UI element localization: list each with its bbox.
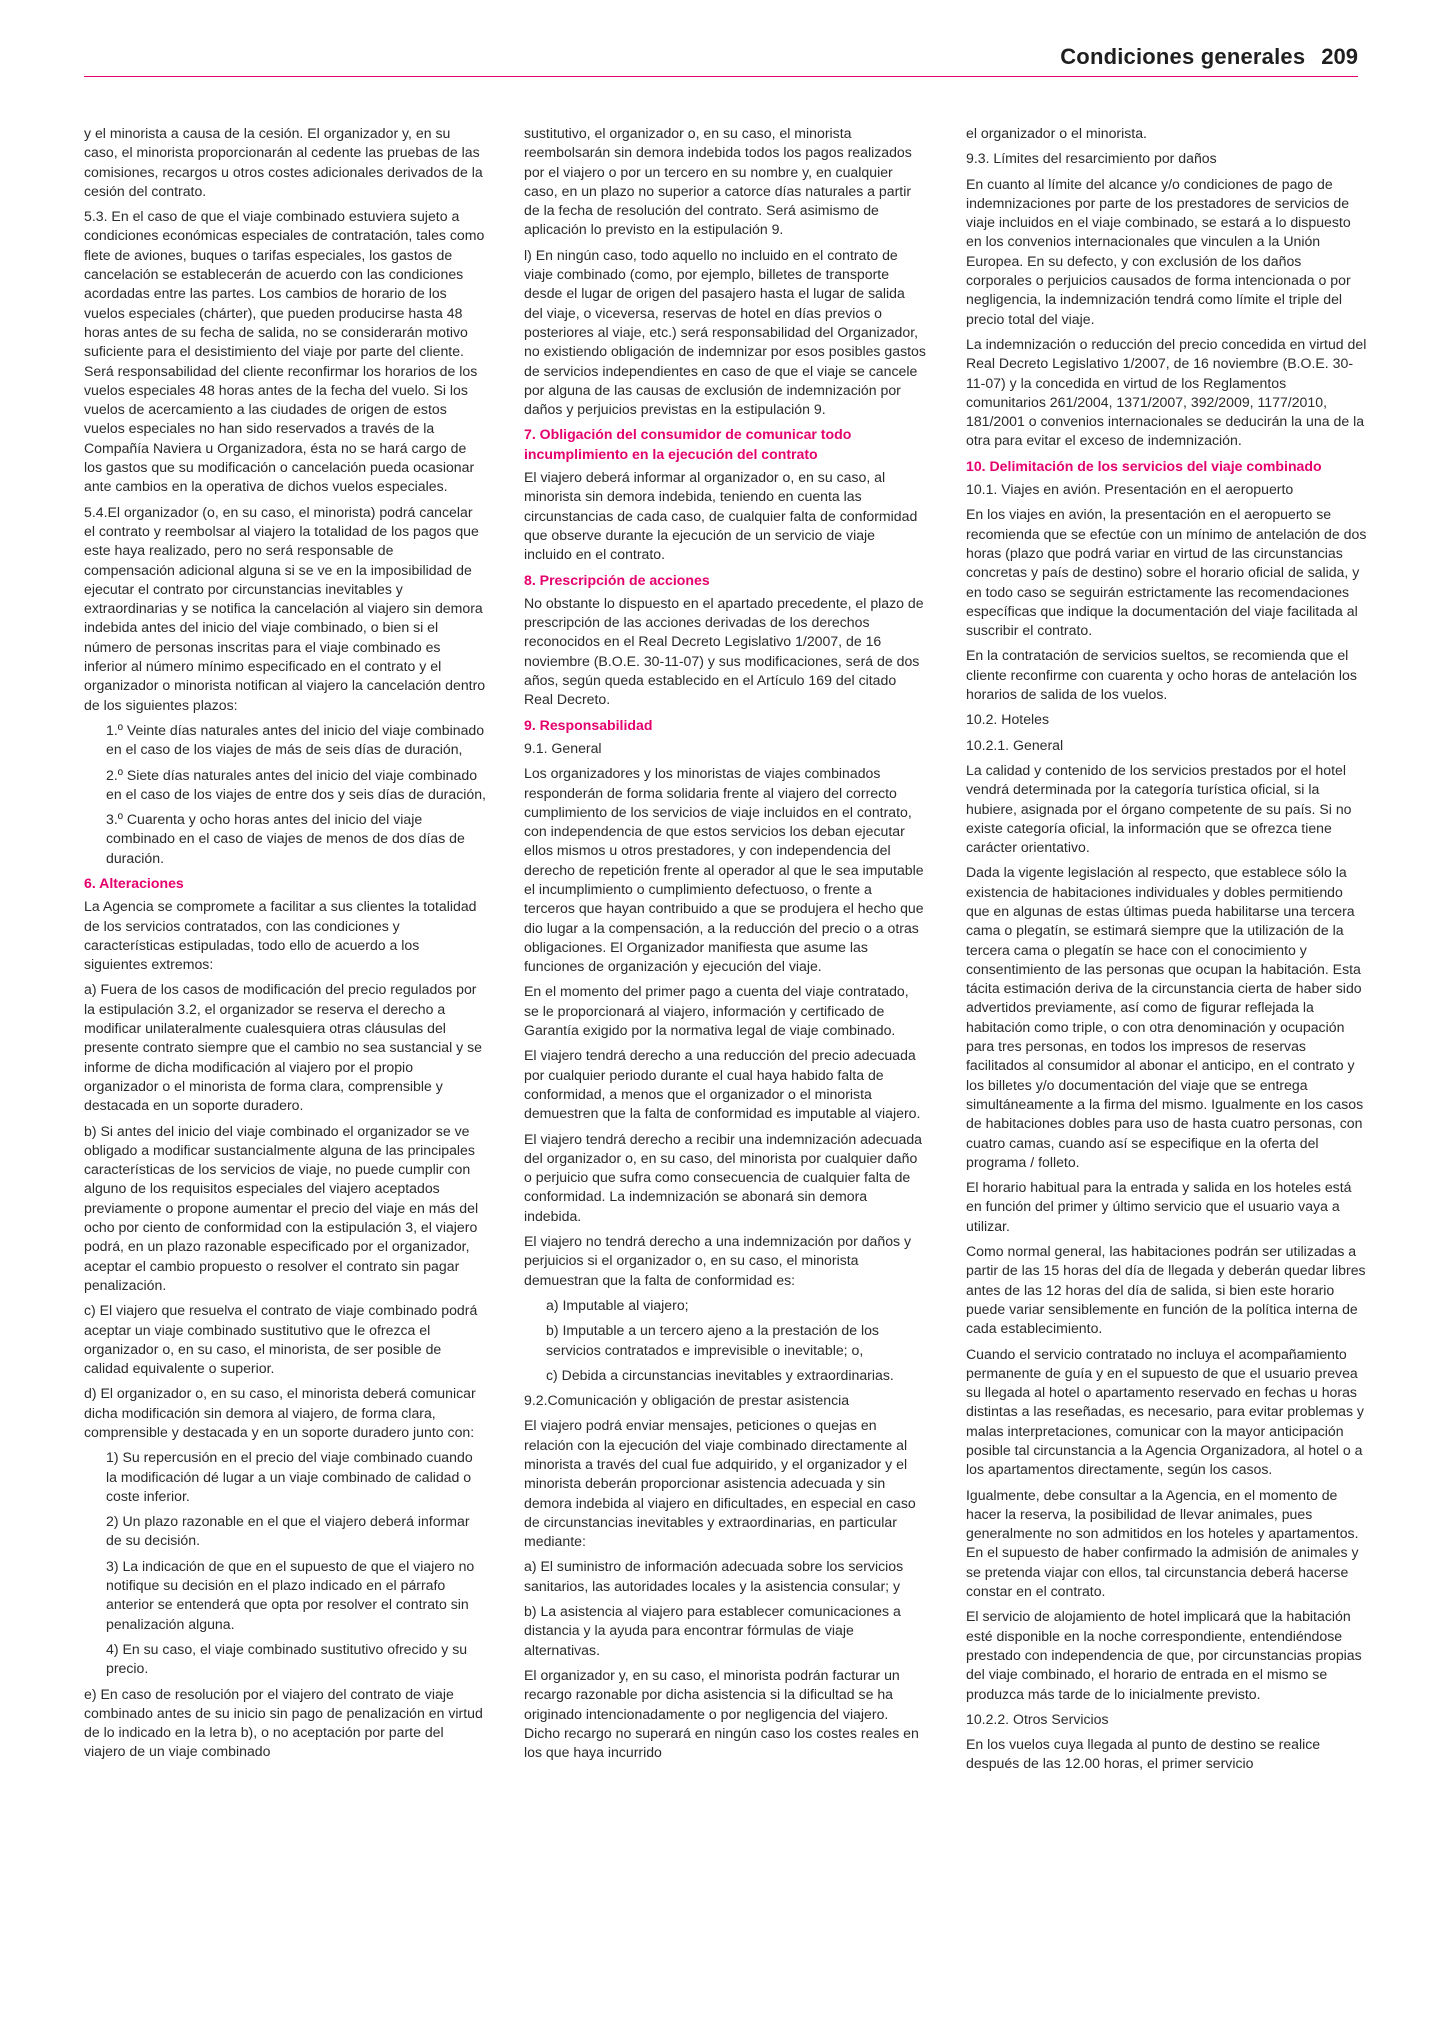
paragraph: El organizador y, en su caso, el minorista podrán facturar un recargo razonable por dicha asistencia si la dificultad se ha originado intencionadamente o por negligencia del viajero. Dicho recargo no superará en ningún caso los costes reales en los que haya incurrido	[524, 1666, 919, 1761]
paragraph: y el minorista a causa de la cesión. El organizador y, en su caso, el minorista proporcionarán al cedente las pruebas de las comisiones, recargos u otros costes adicionales derivados de la cesión del contrato.	[84, 125, 483, 199]
list-item: 1.º Veinte días naturales antes del inicio del viaje combinado en el caso de los viajes de más de seis días de duración,	[106, 721, 485, 758]
list-item: c) Debida a circunstancias inevitables y extraordinarias.	[546, 1366, 894, 1383]
paragraph: El viajero no tendrá derecho a una indemnización por daños y perjuicios si el organizador o, en su caso, el minorista demuestran que la falta de conformidad es:	[524, 1233, 912, 1288]
paragraph: El servicio de alojamiento de hotel implicará que la habitación esté disponible en la noche correspondiente, entendiéndose prestado con independencia de que, por circunstancias propias del viaje combinado, el horario de entrada en el mismo se produzca más tarde de lo inicialmente previsto.	[966, 1608, 1362, 1702]
paragraph: el organizador o el minorista.	[966, 125, 1147, 141]
paragraph: En la contratación de servicios sueltos, se recomienda que el cliente reconfirme con cuarenta y ocho horas de antelación los horarios de salida de los vuelos.	[966, 647, 1357, 703]
paragraph: a) Fuera de los casos de modificación del precio regulados por la estipulación 3.2, el organizador se reserva el derecho a modificar unilateralmente cualesquiera otras cláusulas del presente contrato siempre que el cambio no sea sustancial y se informe de dicha modificación al viajero por el propio organizador o el minorista de forma clara, comprensible y destacada en un soporte duradero.	[84, 981, 482, 1114]
paragraph: e) En caso de resolución por el viajero del contrato de viaje combinado antes de su inicio sin pago de penalización en virtud de lo indicado en la letra b), o no aceptación por parte del viajero de un viaje combinado	[84, 1685, 483, 1760]
paragraph: 10.1. Viajes en avión. Presentación en el aeropuerto	[966, 481, 1294, 498]
list-item: 3) La indicación de que en el supuesto de que el viajero no notifique su decisión en el plazo indicado en el párrafo anterior se entenderá que opta por resolver el contrato sin penalización alguna.	[106, 1557, 475, 1632]
paragraph: c) El viajero que resuelva el contrato de viaje combinado podrá aceptar un viaje combinado sustitutivo que le ofrezca el organizador o, en su caso, el minorista, de ser posible de calidad equivalente o superior.	[84, 1302, 478, 1377]
paragraph: Igualmente, debe consultar a la Agencia, en el momento de hacer la reserva, la posibilidad de llevar animales, pues generalmente no son admitidos en los hoteles y apartamentos. En el supuesto de haber confirmado la admisión de animales y se pretenda viajar con ellos, tal circunstancia deberá hacerse constar en el contrato.	[966, 1486, 1359, 1600]
paragraph: En cuanto al límite del alcance y/o condiciones de pago de indemnizaciones por parte de los prestadores de servicios de viaje incluidos en el viaje combinado, se estará a lo dispuesto en los convenios internacionales que vinculen a la Unión Europea. En su defecto, y con exclusión de los daños corporales o perjuicios causados de forma intencionada o por negligencia, la indemnización tendrá como límite el triple del precio total del viaje.	[966, 175, 1351, 327]
paragraph: 9.2.Comunicación y obligación de prestar asistencia	[524, 1392, 850, 1409]
paragraph: b) Si antes del inicio del viaje combinado el organizador se ve obligado a modificar sustancialmente alguna de las principales características de los servicios de viaje, no puede cumplir con alguno de los requisitos especiales del viajero aceptados previamente o propone aumentar el precio del viaje en más del ocho por ciento de conformidad con la estipulación 3, el viajero podrá, en un plazo razonable especificado por el organizador, aceptar el cambio propuesto o resolver el contrato sin pagar penalización.	[84, 1122, 479, 1293]
paragraph: l) En ningún caso, todo aquello no incluido en el contrato de viaje combinado (como, por ejemplo, billetes de transporte desde el lugar de origen del pasajero hasta el lugar de salida del viaje, o viceversa, reservas de hotel en días previos o posteriores al viaje, etc.) será responsabilidad del Organizador, no existiendo obligación de indemnizar por esos posibles gastos de servicios independientes en caso de que el viaje se cancele por alguna de las causas de exclusión de indemnización por daños y perjuicios previstas en la estipulación 9.	[524, 246, 926, 418]
paragraph: Como normal general, las habitaciones podrán ser utilizadas a partir de las 15 horas del día de llegada y deberán quedar libres antes de las 12 horas del día de salida, si bien este horario puede variar sensiblemente en función de la política interna de cada establecimiento.	[966, 1243, 1366, 1337]
section-heading: 6. Alteraciones	[84, 874, 184, 891]
paragraph: 9.3. Límites del resarcimiento por daños	[966, 150, 1217, 167]
text-column-3	[966, 124, 1368, 1780]
section-heading: 9. Responsabilidad	[524, 716, 653, 733]
paragraph: Los organizadores y los minoristas de viajes combinados responderán de forma solidaria frente al viajero del correcto cumplimiento de los servicios de viaje incluidos en el contrato, con independencia de que estos servicios los deban ejecutar ellos mismos u otros prestadores, y con independencia del derecho de repetición frente al operador al que le sea imputable el incumplimiento o cumplimiento defectuoso, o frente a terceros que hayan contribuido a que se produjera el hecho que dio lugar a la compensación, a la reducción del precio o a otras obligaciones. El Organizador manifiesta que asume las funciones de organización y ejecución del viaje.	[524, 765, 924, 975]
paragraph: b) La asistencia al viajero para establecer comunicaciones a distancia y la ayuda para encontrar fórmulas de viaje alternativas.	[524, 1603, 901, 1658]
section-title: Condiciones generales	[1060, 44, 1306, 69]
list-item: 4) En su caso, el viaje combinado sustitutivo ofrecido y su precio.	[106, 1640, 468, 1677]
list-item: 1) Su repercusión en el precio del viaje combinado cuando la modificación dé lugar a un viaje combinado de calidad o coste inferior.	[106, 1449, 473, 1504]
paragraph: El viajero deberá informar al organizador o, en su caso, al minorista sin demora indebida, teniendo en cuenta las circunstancias de cada caso, de cualquier falta de conformidad que observe durante la ejecución de un servicio de viaje incluido en el contrato.	[524, 469, 918, 563]
list-item: 2.º Siete días naturales antes del inicio del viaje combinado en el caso de los viajes de entre dos y seis días de duración,	[106, 766, 486, 802]
paragraph: d) El organizador o, en su caso, el minorista deberá comunicar dicha modificación sin demora al viajero, de forma clara, comprensible y destacada y en un soporte duradero junto con:	[84, 1385, 476, 1440]
paragraph: La indemnización o reducción del precio concedida en virtud del Real Decreto Legislativo 1/2007, de 16 noviembre (B.O.E. 30-11-07) y la concedida en virtud de los Reglamentos comunitarios 261/2004, 1371/2007, 392/2009, 1177/2010, 181/2001 o convenios internacionales se deducirán la una de la otra para evitar el exceso de indemnización.	[966, 335, 1367, 449]
section-heading: 10. Delimitación de los servicios del viaje combinado	[966, 457, 1322, 474]
paragraph: El horario habitual para la entrada y salida en los hoteles está en función del primer y último servicio que el usuario vaya a utilizar.	[966, 1179, 1352, 1234]
paragraph: Dada la vigente legislación al respecto, que establece sólo la existencia de habitaciones individuales y dobles permitiendo que en algunas de estas últimas pueda habilitarse una tercera cama o plegatín, se estimará siempre que la utilización de la tercera cama o plegatín se hace con el conocimiento y consentimiento de las personas que ocupan la habitación. Esta tácita estimación deriva de la circunstancia cierta de haber sido advertidos previamente, así como de figurar reflejada la habitación como triple, o con otra denominación y ocupación para tres personas, en todos los impresos de reservas facilitados al consumidor al abonar el anticipo, en el contrato y los billetes y/o documentación del viaje que se entrega simultáneamente a la firma del mismo. Igualmente en los casos de habitaciones dobles para uso de hasta cuatro personas, con cuatro camas, cuando así se especifique en la oferta del programa / folleto.	[966, 864, 1364, 1170]
list-item: b) Imputable a un tercero ajeno a la prestación de los servicios contratados e imprevisible o inevitable; o,	[546, 1322, 879, 1358]
paragraph: No obstante lo dispuesto en el apartado precedente, el plazo de prescripción de las acciones derivadas de los derechos reconocidos en el Real Decreto Legislativo 1/2007, de 16 noviembre (B.O.E. 30-11-07) y sus modificaciones, será de dos años, según queda establecido en el Artículo 169 del citado Real Decreto.	[524, 594, 924, 708]
text-column-1	[84, 124, 486, 1768]
paragraph: 10.2.1. General	[966, 736, 1064, 753]
paragraph: 10.2. Hoteles	[966, 711, 1050, 728]
paragraph: El viajero tendrá derecho a una reducción del precio adecuada por cualquier periodo durante el cual haya habido falta de conformidad, a menos que el organizador o el minorista demuestren que la falta de conformidad es imputable al viajero.	[524, 1047, 921, 1122]
paragraph: 9.1. General	[524, 739, 602, 756]
header-rule	[84, 76, 1358, 77]
paragraph: 5.3. En el caso de que el viaje combinado estuviera sujeto a condiciones económicas especiales de contratación, tales como flete de aviones, buques o tarifas especiales, los gastos de cancelación se establecerán de acuerdo con las condiciones acordadas entre las partes. Los cambios de horario de los vuelos especiales (chárter), que pueden producirse hasta 48 horas antes de su fecha de salida, no se considerarán motivo suficiente para el desistimiento del viaje por parte del cliente. Será responsabilidad del cliente reconfirmar los horarios de los vuelos especiales 48 horas antes de la fecha del vuelo. Si los vuelos de acercamiento a las ciudades de origen de estos vuelos especiales no han sido reservados a través de la Compañía Naviera u Organizadora, ésta no se hará cargo de los gastos que su modificación o cancelación pueda ocasionar ante cambios en la operativa de dichos vuelos especiales.	[84, 208, 485, 495]
paragraph: El viajero tendrá derecho a recibir una indemnización adecuada del organizador o, en su caso, del minorista por cualquier daño o perjuicio que sufra como consecuencia de cualquier falta de conformidad. La indemnización se abonará sin demora indebida.	[524, 1130, 923, 1224]
paragraph: La calidad y contenido de los servicios prestados por el hotel vendrá determinada por la categoría turística oficial, si la hubiere, asignada por el órgano competente de su país. Si no existe categoría oficial, la información que se ofrezca tiene carácter orientativo.	[966, 761, 1352, 856]
paragraph: En los vuelos cuya llegada al punto de destino se realice después de las 12.00 horas, el primer servicio	[966, 1736, 1321, 1772]
page-number: 209	[1321, 44, 1358, 69]
section-heading: 7. Obligación del consumidor de comunicar todo incumplimiento en la ejecución del contrato	[524, 426, 852, 462]
text-column-2	[524, 124, 926, 1768]
paragraph: En los viajes en avión, la presentación en el aeropuerto se recomienda que se efectúe con un mínimo de antelación de dos horas (plazo que podrá variar en virtud de las circunstancias concretas y país de destino) sobre el horario oficial de salida, y en todo caso se seguirán estrictamente las recomendaciones específicas que indique la documentación del viaje facilitada al suscribir el contrato.	[966, 506, 1367, 639]
page-header	[0, 44, 1358, 70]
paragraph: Cuando el servicio contratado no incluya el acompañamiento permanente de guía y en el supuesto de que el usuario prevea su llegada al hotel o apartamento reservado en fechas u horas distintas a las reseñadas, es necesario, para evitar problemas y malas interpretaciones, comunicar con la mayor anticipación posible tal circunstancia a la Agencia Organizadora, al hotel o a los apartamentos directamente, según los casos.	[966, 1345, 1364, 1478]
list-item: 2) Un plazo razonable en el que el viajero deberá informar de su decisión.	[106, 1513, 470, 1549]
paragraph: El viajero podrá enviar mensajes, peticiones o quejas en relación con la ejecución del viaje combinado directamente al minorista a través del cual fue adquirido, y el organizador y el minorista deberán proporcionar asistencia adecuada y sin demora indebida al viajero en dificultades, en especial en caso de circunstancias inevitables y extraordinarias, en particular mediante:	[524, 1417, 916, 1550]
paragraph: 10.2.2. Otros Servicios	[966, 1710, 1109, 1727]
list-item: 3.º Cuarenta y ocho horas antes del inicio del viaje combinado en el caso de viajes de menos de dos días de duración.	[106, 811, 465, 866]
paragraph: 5.4.El organizador (o, en su caso, el minorista) podrá cancelar el contrato y reembolsar al viajero la totalidad de los pagos que este haya realizado, pero no será responsable de compensación adicional alguna si se ve en la imposibilidad de ejecutar el contrato por circunstancias inevitables y extraordinarias y se notifica la cancelación al viajero sin demora indebida antes del inicio del viaje combinado, o bien si el número de personas inscritas para el viaje combinado es inferior al número mínimo especificado en el contrato y el organizador o minorista notifican al viajero la cancelación dentro de los siguientes plazos:	[84, 503, 486, 713]
section-heading: 8. Prescripción de acciones	[524, 571, 710, 588]
paragraph: La Agencia se compromete a facilitar a sus clientes la totalidad de los servicios contratados, con las condiciones y características estipuladas, todo ello de acuerdo a los siguientes extremos:	[84, 898, 477, 973]
list-item: a) Imputable al viajero;	[546, 1296, 689, 1313]
paragraph: a) El suministro de información adecuada sobre los servicios sanitarios, las autoridades locales y la asistencia consular; y	[524, 1558, 904, 1594]
paragraph: En el momento del primer pago a cuenta del viaje contratado, se le proporcionará al viajero, información y certificado de Garantía exigido por la normativa legal de viaje combinado.	[524, 983, 909, 1039]
paragraph: sustitutivo, el organizador o, en su caso, el minorista reembolsarán sin demora indebida todos los pagos realizados por el viajero o por un tercero en su nombre y, en cualquier caso, en un plazo no superior a catorce días naturales a partir de la fecha de resolución del contrato. Será asimismo de aplicación lo previsto en la estipulación 9.	[524, 125, 912, 238]
